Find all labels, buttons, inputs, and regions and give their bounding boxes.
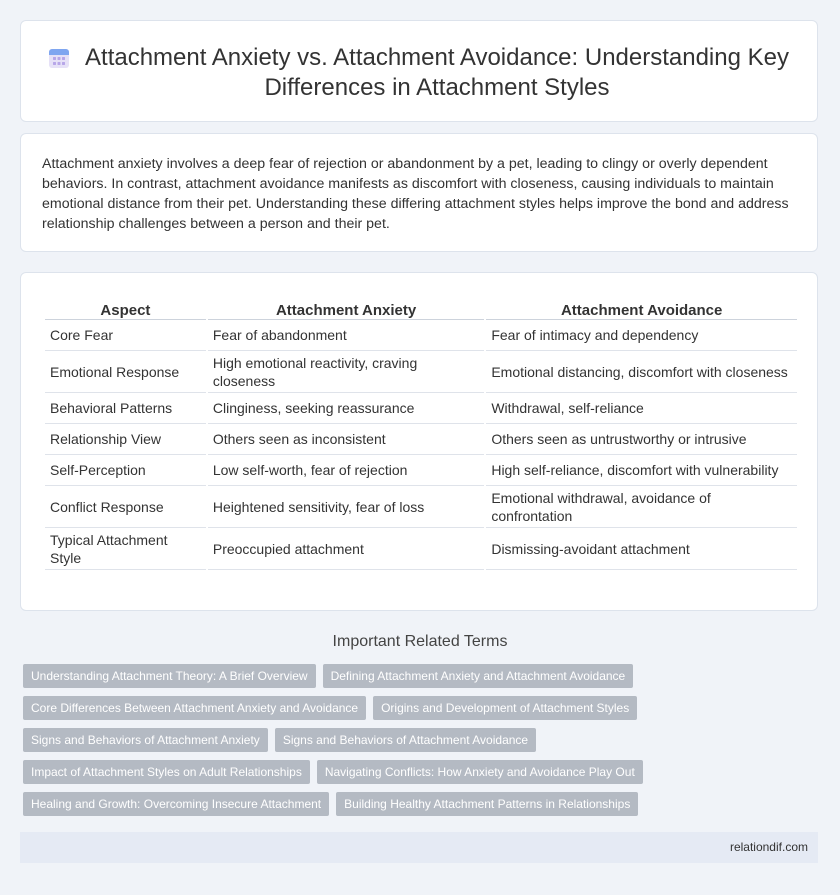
table-cell: Clinginess, seeking reassurance <box>208 393 484 424</box>
related-term-link[interactable]: Defining Attachment Anxiety and Attachment Avoidance <box>323 664 634 688</box>
table-cell: Dismissing-avoidant attachment <box>486 528 797 570</box>
table-cell: Emotional withdrawal, avoidance of confrontation <box>486 486 797 528</box>
table-cell: High self-reliance, discomfort with vulnerability <box>486 455 797 486</box>
comparison-card <box>20 272 818 611</box>
table-row <box>45 351 797 393</box>
related-term-link[interactable]: Understanding Attachment Theory: A Brief Overview <box>23 664 316 688</box>
table-cell: Conflict Response <box>45 486 206 528</box>
table-cell: Relationship View <box>45 424 206 455</box>
footer <box>20 832 818 863</box>
table-row <box>45 486 797 528</box>
table-cell: Self-Perception <box>45 455 206 486</box>
comparison-table <box>43 295 799 570</box>
related-term-link[interactable]: Origins and Development of Attachment Styles <box>373 696 637 720</box>
table-row <box>45 424 797 455</box>
table-row <box>45 320 797 351</box>
related-terms-heading: Important Related Terms <box>332 633 508 650</box>
related-term-link[interactable]: Healing and Growth: Overcoming Insecure Attachment <box>23 792 329 816</box>
related-term-link[interactable]: Signs and Behaviors of Attachment Avoidance <box>275 728 536 752</box>
table-cell: Emotional Response <box>45 351 206 393</box>
table-row <box>45 393 797 424</box>
related-term-link[interactable]: Signs and Behaviors of Attachment Anxiety <box>23 728 268 752</box>
related-terms-list <box>23 664 813 824</box>
table-cell: Typical Attachment Style <box>45 528 206 570</box>
related-term-link[interactable]: Navigating Conflicts: How Anxiety and Avoidance Play Out <box>317 760 643 784</box>
intro-card <box>20 133 818 252</box>
table-cell: Preoccupied attachment <box>208 528 484 570</box>
column-header: Attachment Avoidance <box>486 295 797 320</box>
calendar-icon <box>48 47 70 69</box>
table-cell: Fear of intimacy and dependency <box>486 320 797 351</box>
table-cell: Emotional distancing, discomfort with closeness <box>486 351 797 393</box>
table-cell: Heightened sensitivity, fear of loss <box>208 486 484 528</box>
related-term-link[interactable]: Building Healthy Attachment Patterns in Relationships <box>336 792 638 816</box>
table-row <box>45 455 797 486</box>
column-header: Aspect <box>45 295 206 320</box>
table-cell: Others seen as untrustworthy or intrusive <box>486 424 797 455</box>
table-row <box>45 528 797 570</box>
page-title: Attachment Anxiety vs. Attachment Avoidance: Understanding Key Differences in Attachment Styles <box>85 44 789 101</box>
table-cell: Core Fear <box>45 320 206 351</box>
table-cell: Withdrawal, self-reliance <box>486 393 797 424</box>
related-term-link[interactable]: Core Differences Between Attachment Anxiety and Avoidance <box>23 696 366 720</box>
site-name[interactable]: relationdif.com <box>729 840 808 854</box>
intro-paragraph: Attachment anxiety involves a deep fear of rejection or abandonment by a pet, leading to clingy or overly dependent behaviors. In contrast, attachment avoidance manifests as discomfort with closeness, causing individuals to maintain emotional distance from their pet. Understanding these differing attachment styles helps improve the bond and address relationship challenges between a person and their pet. <box>42 156 789 232</box>
table-header-row <box>45 295 797 320</box>
table-cell: Others seen as inconsistent <box>208 424 484 455</box>
table-cell: Behavioral Patterns <box>45 393 206 424</box>
title-card <box>20 20 818 122</box>
table-cell: High emotional reactivity, craving closeness <box>208 351 484 393</box>
column-header: Attachment Anxiety <box>208 295 484 320</box>
table-cell: Low self-worth, fear of rejection <box>208 455 484 486</box>
table-cell: Fear of abandonment <box>208 320 484 351</box>
related-term-link[interactable]: Impact of Attachment Styles on Adult Relationships <box>23 760 310 784</box>
